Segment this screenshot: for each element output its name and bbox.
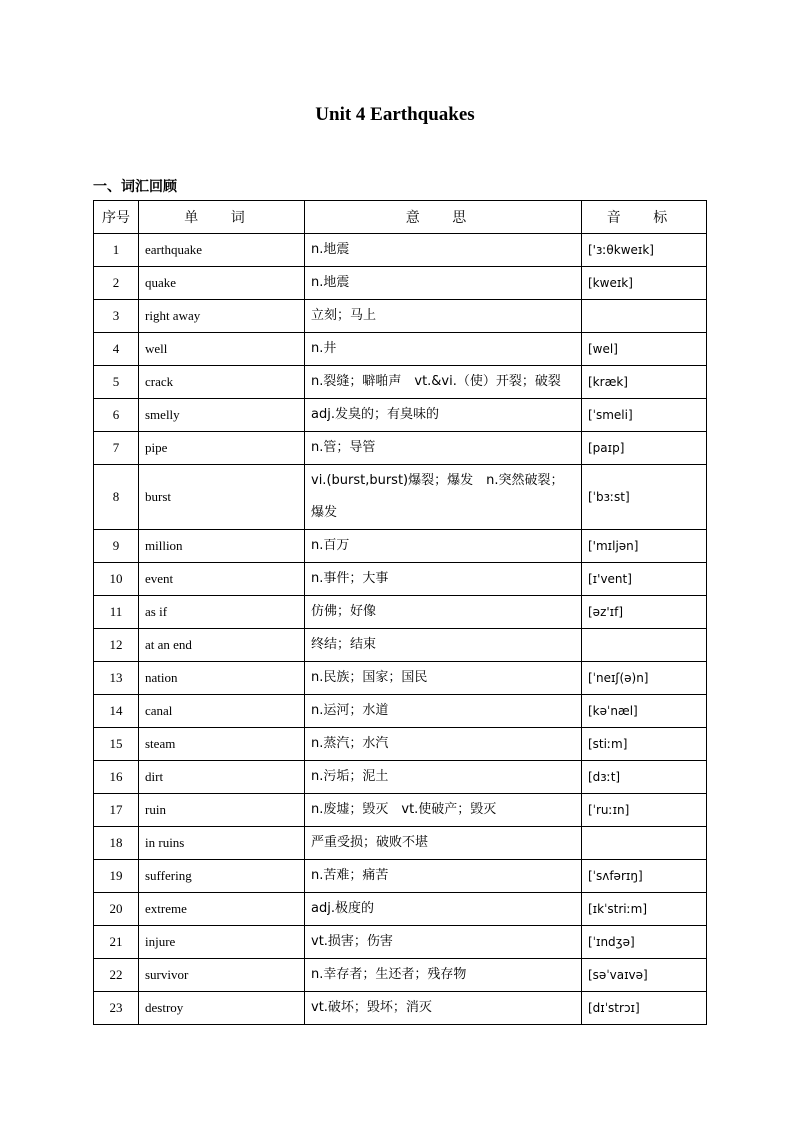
header-number: 序号 — [94, 201, 139, 234]
row-phonetic: [dɜːt] — [582, 761, 707, 794]
row-number: 13 — [94, 662, 139, 695]
table-body — [94, 234, 707, 1025]
row-word: suffering — [139, 860, 305, 893]
row-phonetic: [ˈɪndʒə] — [582, 926, 707, 959]
row-word: earthquake — [139, 234, 305, 267]
row-word: canal — [139, 695, 305, 728]
row-meaning: n.民族；国家；国民 — [305, 662, 582, 695]
row-word: extreme — [139, 893, 305, 926]
header-phonetic: 音 标 — [582, 201, 707, 234]
row-word: injure — [139, 926, 305, 959]
table-row — [94, 794, 707, 827]
row-word: in ruins — [139, 827, 305, 860]
row-phonetic: [ˈbɜːst] — [582, 465, 707, 530]
row-word: smelly — [139, 399, 305, 432]
row-phonetic: [əz'ɪf] — [582, 596, 707, 629]
row-number: 8 — [94, 465, 139, 530]
row-word: event — [139, 563, 305, 596]
row-phonetic: [paɪp] — [582, 432, 707, 465]
table-row — [94, 926, 707, 959]
row-phonetic: [ˈsmeli] — [582, 399, 707, 432]
row-meaning: 终结；结束 — [305, 629, 582, 662]
row-meaning: n.幸存者；生还者；残存物 — [305, 959, 582, 992]
row-meaning: 立刻；马上 — [305, 300, 582, 333]
row-phonetic: [ɪkˈstriːm] — [582, 893, 707, 926]
row-word: million — [139, 530, 305, 563]
table-row — [94, 399, 707, 432]
row-word: nation — [139, 662, 305, 695]
row-meaning: n.运河；水道 — [305, 695, 582, 728]
row-meaning: n.蒸汽；水汽 — [305, 728, 582, 761]
row-number: 4 — [94, 333, 139, 366]
row-meaning: n.裂缝；噼啪声 vt.&vi.（使）开裂；破裂 — [305, 366, 582, 399]
row-meaning: n.污垢；泥土 — [305, 761, 582, 794]
row-number: 6 — [94, 399, 139, 432]
row-phonetic: ['ɜːθkweɪk] — [582, 234, 707, 267]
table-row — [94, 761, 707, 794]
table-row — [94, 596, 707, 629]
row-phonetic: [kəˈnæl] — [582, 695, 707, 728]
table-row — [94, 234, 707, 267]
row-number: 2 — [94, 267, 139, 300]
row-meaning: 仿佛；好像 — [305, 596, 582, 629]
header-meaning: 意 思 — [305, 201, 582, 234]
row-word: survivor — [139, 959, 305, 992]
row-phonetic: [ɪ'vent] — [582, 563, 707, 596]
row-word: right away — [139, 300, 305, 333]
row-number: 23 — [94, 992, 139, 1025]
table-row — [94, 333, 707, 366]
row-phonetic: [stiːm] — [582, 728, 707, 761]
row-meaning: n.百万 — [305, 530, 582, 563]
row-word: steam — [139, 728, 305, 761]
table-row — [94, 695, 707, 728]
row-word: burst — [139, 465, 305, 530]
row-word: as if — [139, 596, 305, 629]
row-number: 3 — [94, 300, 139, 333]
row-meaning: n.苦难；痛苦 — [305, 860, 582, 893]
table-row — [94, 629, 707, 662]
row-number: 14 — [94, 695, 139, 728]
row-phonetic: [dɪˈstrɔɪ] — [582, 992, 707, 1025]
table-row — [94, 366, 707, 399]
table-row — [94, 432, 707, 465]
row-number: 9 — [94, 530, 139, 563]
row-number: 20 — [94, 893, 139, 926]
row-word: crack — [139, 366, 305, 399]
row-phonetic: [kweɪk] — [582, 267, 707, 300]
row-word: quake — [139, 267, 305, 300]
table-row — [94, 267, 707, 300]
row-number: 21 — [94, 926, 139, 959]
row-meaning: adj.发臭的；有臭味的 — [305, 399, 582, 432]
row-phonetic: [ˈruːɪn] — [582, 794, 707, 827]
row-phonetic — [582, 300, 707, 333]
row-number: 11 — [94, 596, 139, 629]
table-row — [94, 530, 707, 563]
row-number: 18 — [94, 827, 139, 860]
table-row — [94, 959, 707, 992]
row-meaning: n.管；导管 — [305, 432, 582, 465]
vocabulary-table — [93, 200, 707, 1025]
table-row — [94, 662, 707, 695]
table-row — [94, 465, 707, 530]
section-heading: 一、词汇回顾 — [93, 179, 177, 195]
row-number: 7 — [94, 432, 139, 465]
row-meaning: n.井 — [305, 333, 582, 366]
row-phonetic: [ˈsʌfərɪŋ] — [582, 860, 707, 893]
row-meaning: vt.破坏；毁坏；消灭 — [305, 992, 582, 1025]
header-word: 单 词 — [139, 201, 305, 234]
row-number: 19 — [94, 860, 139, 893]
row-meaning: n.地震 — [305, 234, 582, 267]
row-word: well — [139, 333, 305, 366]
table-header-row — [94, 201, 707, 234]
row-meaning: 严重受损；破败不堪 — [305, 827, 582, 860]
row-phonetic — [582, 827, 707, 860]
row-phonetic: [ˈneɪʃ(ə)n] — [582, 662, 707, 695]
row-word: dirt — [139, 761, 305, 794]
table-row — [94, 563, 707, 596]
row-meaning: vi.(burst,burst)爆裂；爆发 n.突然破裂；爆发 — [305, 465, 582, 530]
table-row — [94, 893, 707, 926]
row-meaning: n.事件；大事 — [305, 563, 582, 596]
page-title: Unit 4 Earthquakes — [315, 104, 475, 125]
table-row — [94, 300, 707, 333]
row-phonetic: [kræk] — [582, 366, 707, 399]
row-number: 16 — [94, 761, 139, 794]
row-phonetic: [səˈvaɪvə] — [582, 959, 707, 992]
table-row — [94, 992, 707, 1025]
row-phonetic: ['mɪljən] — [582, 530, 707, 563]
row-number: 5 — [94, 366, 139, 399]
table-row — [94, 860, 707, 893]
row-meaning: n.地震 — [305, 267, 582, 300]
row-number: 22 — [94, 959, 139, 992]
row-number: 12 — [94, 629, 139, 662]
row-meaning: vt.损害；伤害 — [305, 926, 582, 959]
row-word: at an end — [139, 629, 305, 662]
row-word: pipe — [139, 432, 305, 465]
row-phonetic: [wel] — [582, 333, 707, 366]
row-meaning: adj.极度的 — [305, 893, 582, 926]
row-number: 15 — [94, 728, 139, 761]
row-number: 17 — [94, 794, 139, 827]
row-number: 1 — [94, 234, 139, 267]
row-number: 10 — [94, 563, 139, 596]
row-phonetic — [582, 629, 707, 662]
row-word: ruin — [139, 794, 305, 827]
table-row — [94, 827, 707, 860]
row-meaning: n.废墟；毁灭 vt.使破产；毁灭 — [305, 794, 582, 827]
table-row — [94, 728, 707, 761]
row-word: destroy — [139, 992, 305, 1025]
